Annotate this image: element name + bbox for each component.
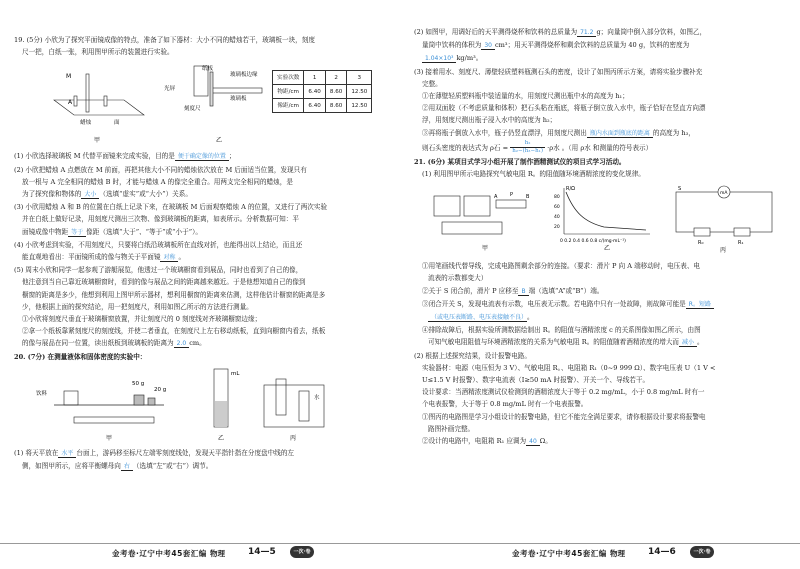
footer-subject: 物理 [610, 549, 625, 558]
answer: 水平 [58, 450, 76, 458]
label-ma: mA [720, 191, 728, 197]
right-page [400, 0, 800, 569]
q20-figures [14, 365, 388, 443]
footer-logo: 一次·卷 [690, 546, 714, 558]
label-glass-edge: 玻璃板边缘 [230, 72, 258, 79]
left-content [14, 34, 388, 473]
table-row: 实验次数 1 2 3 [273, 71, 372, 85]
density-fraction: $\frac{\text{h₂}}{\text{h₂−(h₃−h₁)}}$ [512, 140, 543, 155]
q21-materials-2: U≤1.5 V 时报警）、数字电流表（I≥50 mA 时报警）、开关一个、导线若干。 [422, 376, 650, 385]
q19-header-2: 尺一把，白纸一张，利用图甲所示的装置进行实验。 [22, 48, 174, 57]
tick-60: 60 [554, 205, 560, 211]
q19-part5-h: 的像与展品在同一位置，读出纸板到玻璃板的距离为 2.0 cm。 [22, 339, 206, 348]
answer: 右 [121, 463, 133, 471]
page-number: 14—6 [648, 547, 676, 557]
label-water: 水 [314, 394, 320, 401]
q19-part5-c: 橱窗的距离是多少，他想到利用上图甲所示器材，想利用橱窗的距离来估测，这样他估计橱窗的距离是多 [22, 290, 326, 299]
q21-materials-1: 实验器材：电源（电压恒为 3 V）、气敏电阻 R。、电阻箱 R₁（0~9 999 Ω）、数字电压表 U（1 V < [422, 363, 716, 372]
balance-base [74, 417, 154, 423]
q19-part2-b: 放一根与 A 完全相同的蜡烛 B 时，才能与蜡烛 A 的像完全重合。用两支完全相同的蜡烛，是 [22, 177, 293, 186]
bottle-2 [299, 391, 309, 421]
axis-label-r: R/Ω [566, 186, 575, 193]
q19-part5-f: ②拿一个纸板靠紧刻度尺的刻度线，并使二者垂直，在刻度尺上左右移动纸板，直到向橱窗内看去，纸板 [22, 327, 326, 336]
right-footer [400, 543, 800, 559]
resistance-curve [566, 192, 646, 230]
q20-diagram [14, 365, 344, 443]
caption-jia: 甲 [106, 434, 113, 442]
q19-part3-c: 面镜成像中物距 等于 像距（选填“大于”、“等于”或“小于”）。 [22, 227, 203, 236]
answer: 对称 [160, 254, 178, 262]
caption-jia: 甲 [482, 245, 489, 253]
answer: 大小 [81, 191, 99, 199]
right-content [414, 26, 788, 448]
q20-part1-a: (1) 将天平放在 水平 台面上，游码移至标尺左端零刻度线处，发现天平指针指在分度盘中线的左 [14, 448, 295, 457]
answer: 1.04×10³ [422, 55, 456, 63]
label-b: B [526, 194, 530, 201]
q19-header: 19. (5分) 小欣为了探究平面镜成像的特点，准备了如下器材：大小不同的蜡烛若干，玻璃板一块，刻度 [14, 36, 315, 44]
answer: （或电压表断路、电压表接触不良） [428, 314, 527, 322]
q19-part5-b: 他注意到当自己靠近玻璃橱窗时，看到的像与展品之间的距离越来越近。于是他想知道自己的像到 [22, 278, 306, 287]
water-tank [264, 385, 324, 427]
q21-step1-b: 流表的示数都变大） [428, 274, 488, 283]
q21-b1: ①图丙的电路图是学习小组设计的报警电路，但它不能完全满足要求，请你根据设计要求将报警电 [422, 412, 706, 421]
q21-part1: (1) 利用图甲所示电路探究气敏电阻 R。的阻值随环境酒精浓度的变化规律。 [422, 170, 645, 179]
candle-b [104, 96, 107, 106]
q20-part2-b: 量筒中饮料的体积为 30 cm³；用天平测得烧杯和剩余饮料的总质量为 40 g，饮料的密度为 [422, 41, 690, 50]
rheostat [496, 200, 526, 208]
q20-part3-a: (3) 接着用水、刻度尺、薄壁轻质塑料瓶测石头的密度，设计了如图丙所示方案，请将实验步骤补充 [414, 67, 703, 76]
footer-brand: 金考卷·辽宁中考45套汇编 [512, 549, 607, 558]
page-number: 14—5 [248, 547, 276, 557]
label-paper: 纸板 [202, 66, 214, 73]
footer-subject: 物理 [210, 549, 225, 558]
q19-data-table [272, 70, 372, 113]
q19-part1: (1) 小欣选择玻璃板 M 代替平面镜来完成实验，目的是 便于确定像的位置 ； [14, 152, 236, 161]
q21-requirement-1: 设计要求：当酒精浓度测试仪检测到的酒精浓度大于等于 0.2 mg/mL，小于 0.8 mg/mL 时有一 [422, 388, 705, 397]
resistor-r1 [734, 228, 750, 236]
q20-part3-b: 完整。 [422, 79, 442, 88]
label-p: P [510, 192, 514, 199]
answer: 等于 [68, 229, 86, 237]
answer: 30 [481, 42, 495, 50]
label-glass-board: 玻璃板 [230, 96, 247, 103]
q20-part2-a: (2) 如图甲，用调好后的天平测得烧杯和饮料的总质量为 71.2 g；向量筒中倒入部分饮料，如图乙， [414, 28, 707, 36]
answer: 瓶内水面到瓶底的距离 [587, 130, 653, 138]
caption-yi: 乙 [218, 434, 225, 442]
ruler-bar [212, 88, 262, 93]
q20-header: 20. (7分) 在测量液体和固体密度的实验中： [14, 352, 147, 361]
weight-50 [134, 395, 144, 405]
caption-yi: 乙 [216, 137, 223, 145]
q21-step4-b: 可知气敏电阻阻值与环境酒精浓度的关系为气敏电阻 R。的阻值随着酒精浓度的增大而 减小 。 [428, 338, 704, 347]
label-a: A [68, 99, 73, 107]
q19-part5-a: (5) 周末小欣和同学一起参观了游艇展览，他透过一个玻璃橱窗看到展品，同时也看到了自己的像， [14, 266, 303, 275]
caption-yi: 乙 [604, 245, 611, 253]
q19-part2-a: (2) 小欣把蜡烛 A 点燃放在 M 前面，再把其他大小不同的蜡烛依次放在 M 后面适当位置，发现只有 [14, 165, 307, 174]
q20-step2: ②用双面胶（不考虑质量和体积）把石头粘在瓶底，将瓶子倒立放入水中，瓶子恰好在竖直方向漂 [422, 104, 706, 113]
label-r1: R₁ [738, 240, 744, 247]
q19-diagram [44, 60, 294, 146]
label-w50: 50 g [132, 380, 145, 387]
q21-requirement-2: 个电表报警，大于等于 0.8 mg/mL 时有一个电表报警。 [422, 400, 588, 409]
q21-b2: ②设计的电路中，电阻箱 R₁ 应调为 40 Ω。 [422, 437, 552, 446]
label-a: A [494, 194, 498, 201]
q20-density-formula: 则石头密度的表达式为 ρ石 = $\frac{\text{h₂}}{\text{h₂−(h₃−h₁)}}$ ·ρ水 。（用 ρ水 和测量的符号表示） [422, 140, 653, 155]
label-w20: 20 g [154, 386, 167, 393]
q21-figures [414, 182, 788, 256]
cylinder-liquid [215, 401, 227, 427]
q21-b1-b: 路图补画完整。 [428, 424, 475, 433]
q21-step3-b: （或电压表断路、电压表接触不良） 。 [414, 311, 788, 324]
axis-label-c: 0 0.2 0.4 0.6 0.8 c/(mg·mL⁻¹) [560, 239, 626, 245]
label-ruler: 刻度尺 [184, 106, 201, 113]
label-candle: 蜡烛 [80, 120, 92, 127]
q21-step3: ③闭合开关 S，发现电流表有示数，电压表无示数。若电路中只有一处故障，则故障可能是 R。短路 [414, 298, 788, 311]
q21-diagram [414, 182, 784, 256]
q19-part5-d: 少，他根据上面的探究结论，用一把刻度尺，利用如图乙所示的方法进行测量。 [22, 302, 253, 311]
footer-logo: 一次·卷 [290, 546, 314, 558]
q19-part5-e: ①小欣将刻度尺垂直于玻璃橱窗放置，并让刻度尺的 0 刻度线对齐玻璃橱窗边缘； [22, 315, 262, 324]
table-row: 像距/cm 6.40 8.60 12.50 [273, 99, 372, 113]
label-s: S [678, 186, 682, 193]
answer: 减小 [679, 339, 697, 347]
label-m: M [66, 73, 72, 81]
label-drink: 饮料 [36, 390, 48, 397]
caption-bing: 丙 [290, 434, 297, 442]
label-face: 面 [114, 120, 120, 127]
tick-20: 20 [554, 225, 560, 231]
tick-40: 40 [554, 215, 560, 221]
answer: 40 [526, 438, 540, 446]
answer: B [518, 288, 528, 296]
ammeter-device [464, 196, 490, 216]
q19-part2-c: 为了探究像和物体的 大小 （选填“虚实”或“大小”）关系。 [22, 190, 192, 199]
q21-step2: ②关于 S 闭合前，滑片 P 应移至 B 端（选填“A”或“B”）端。 [422, 286, 604, 295]
caption-bing: 丙 [720, 247, 727, 255]
q20-step1: ①在薄壁轻质塑料瓶中装适量的水，用刻度尺测出瓶中水的高度为 h₁； [422, 92, 629, 101]
table-row: 物距/cm 6.40 8.60 12.50 [273, 85, 372, 99]
left-footer [0, 543, 400, 559]
candle-a [74, 96, 77, 106]
answer: 便于确定像的位置 [175, 153, 229, 161]
glass-plate-m [86, 74, 89, 112]
bottle-1 [276, 379, 286, 415]
q20-step2-b: 浮，用刻度尺测出瓶子浸入水中的高度为 h₂； [422, 116, 557, 125]
q19-part4-a: (4) 小欣考虑到实验，不用刻度尺，只要将白纸沿玻璃板所在直线对折，也能得出以上结论，而且还 [14, 240, 303, 249]
voltmeter-device [434, 196, 460, 216]
glass-window [210, 72, 213, 106]
label-ml: mL [231, 370, 240, 377]
weight-20 [148, 398, 155, 405]
q21-step4: ④排除故障后，根据实验所测数据绘制出 R。的阻值与酒精浓度 c 的关系图像如图乙所示，由图 [422, 326, 701, 335]
q21-header: 21. (6分) 某项目式学习小组开展了制作酒精测试仪的项目式学习活动。 [414, 157, 626, 166]
q21-part2: (2) 根据上述探究结果，设计报警电路。 [414, 351, 531, 360]
q19-figures [14, 60, 388, 146]
answer: R。短路 [686, 301, 714, 309]
q19-part3-b: 并在白纸上做好记录，用刻度尺测出三次物、像到玻璃板的距离，如表所示。分析数据可知：平 [22, 215, 299, 224]
q19-part4-b: 能直观地看出：平面镜所成的像与物关于平面镜 对称 。 [22, 253, 186, 262]
answer: 2.0 [174, 340, 190, 348]
resistor-r0 [694, 228, 710, 236]
label-r0: R₀ [698, 240, 704, 247]
label-screen: 光屏 [164, 86, 176, 93]
caption-jia: 甲 [94, 137, 101, 145]
q20-part2-c: 1.04×10³ kg/m³。 [414, 52, 788, 65]
answer: 71.2 [577, 29, 596, 37]
footer-brand: 金考卷·辽宁中考45套汇编 [112, 549, 207, 558]
tick-80: 80 [554, 195, 560, 201]
q20-part1-b: 侧，如图甲所示，应将平衡螺母向 右 （选填“左”或“右”）调节。 [22, 462, 213, 471]
q19-part3-a: (3) 小欣用蜡烛 A 和 B 的位置在白纸上记录下来，在玻璃板 M 后面观察蜡烛 A 的位置，又进行了两次实验 [14, 203, 328, 212]
battery-board [442, 222, 502, 234]
beaker [64, 391, 78, 405]
q21-step1: ①用笔画线代替导线，完成电路图剩余部分的连接。（要求：滑片 P 向 A 端移动时，电压表、电 [422, 262, 701, 271]
q20-step3: ③再将瓶子倒放入水中，瓶子仍竖直漂浮，用刻度尺测出 瓶内水面到瓶底的距离 的高度为 h₃， [422, 128, 695, 137]
